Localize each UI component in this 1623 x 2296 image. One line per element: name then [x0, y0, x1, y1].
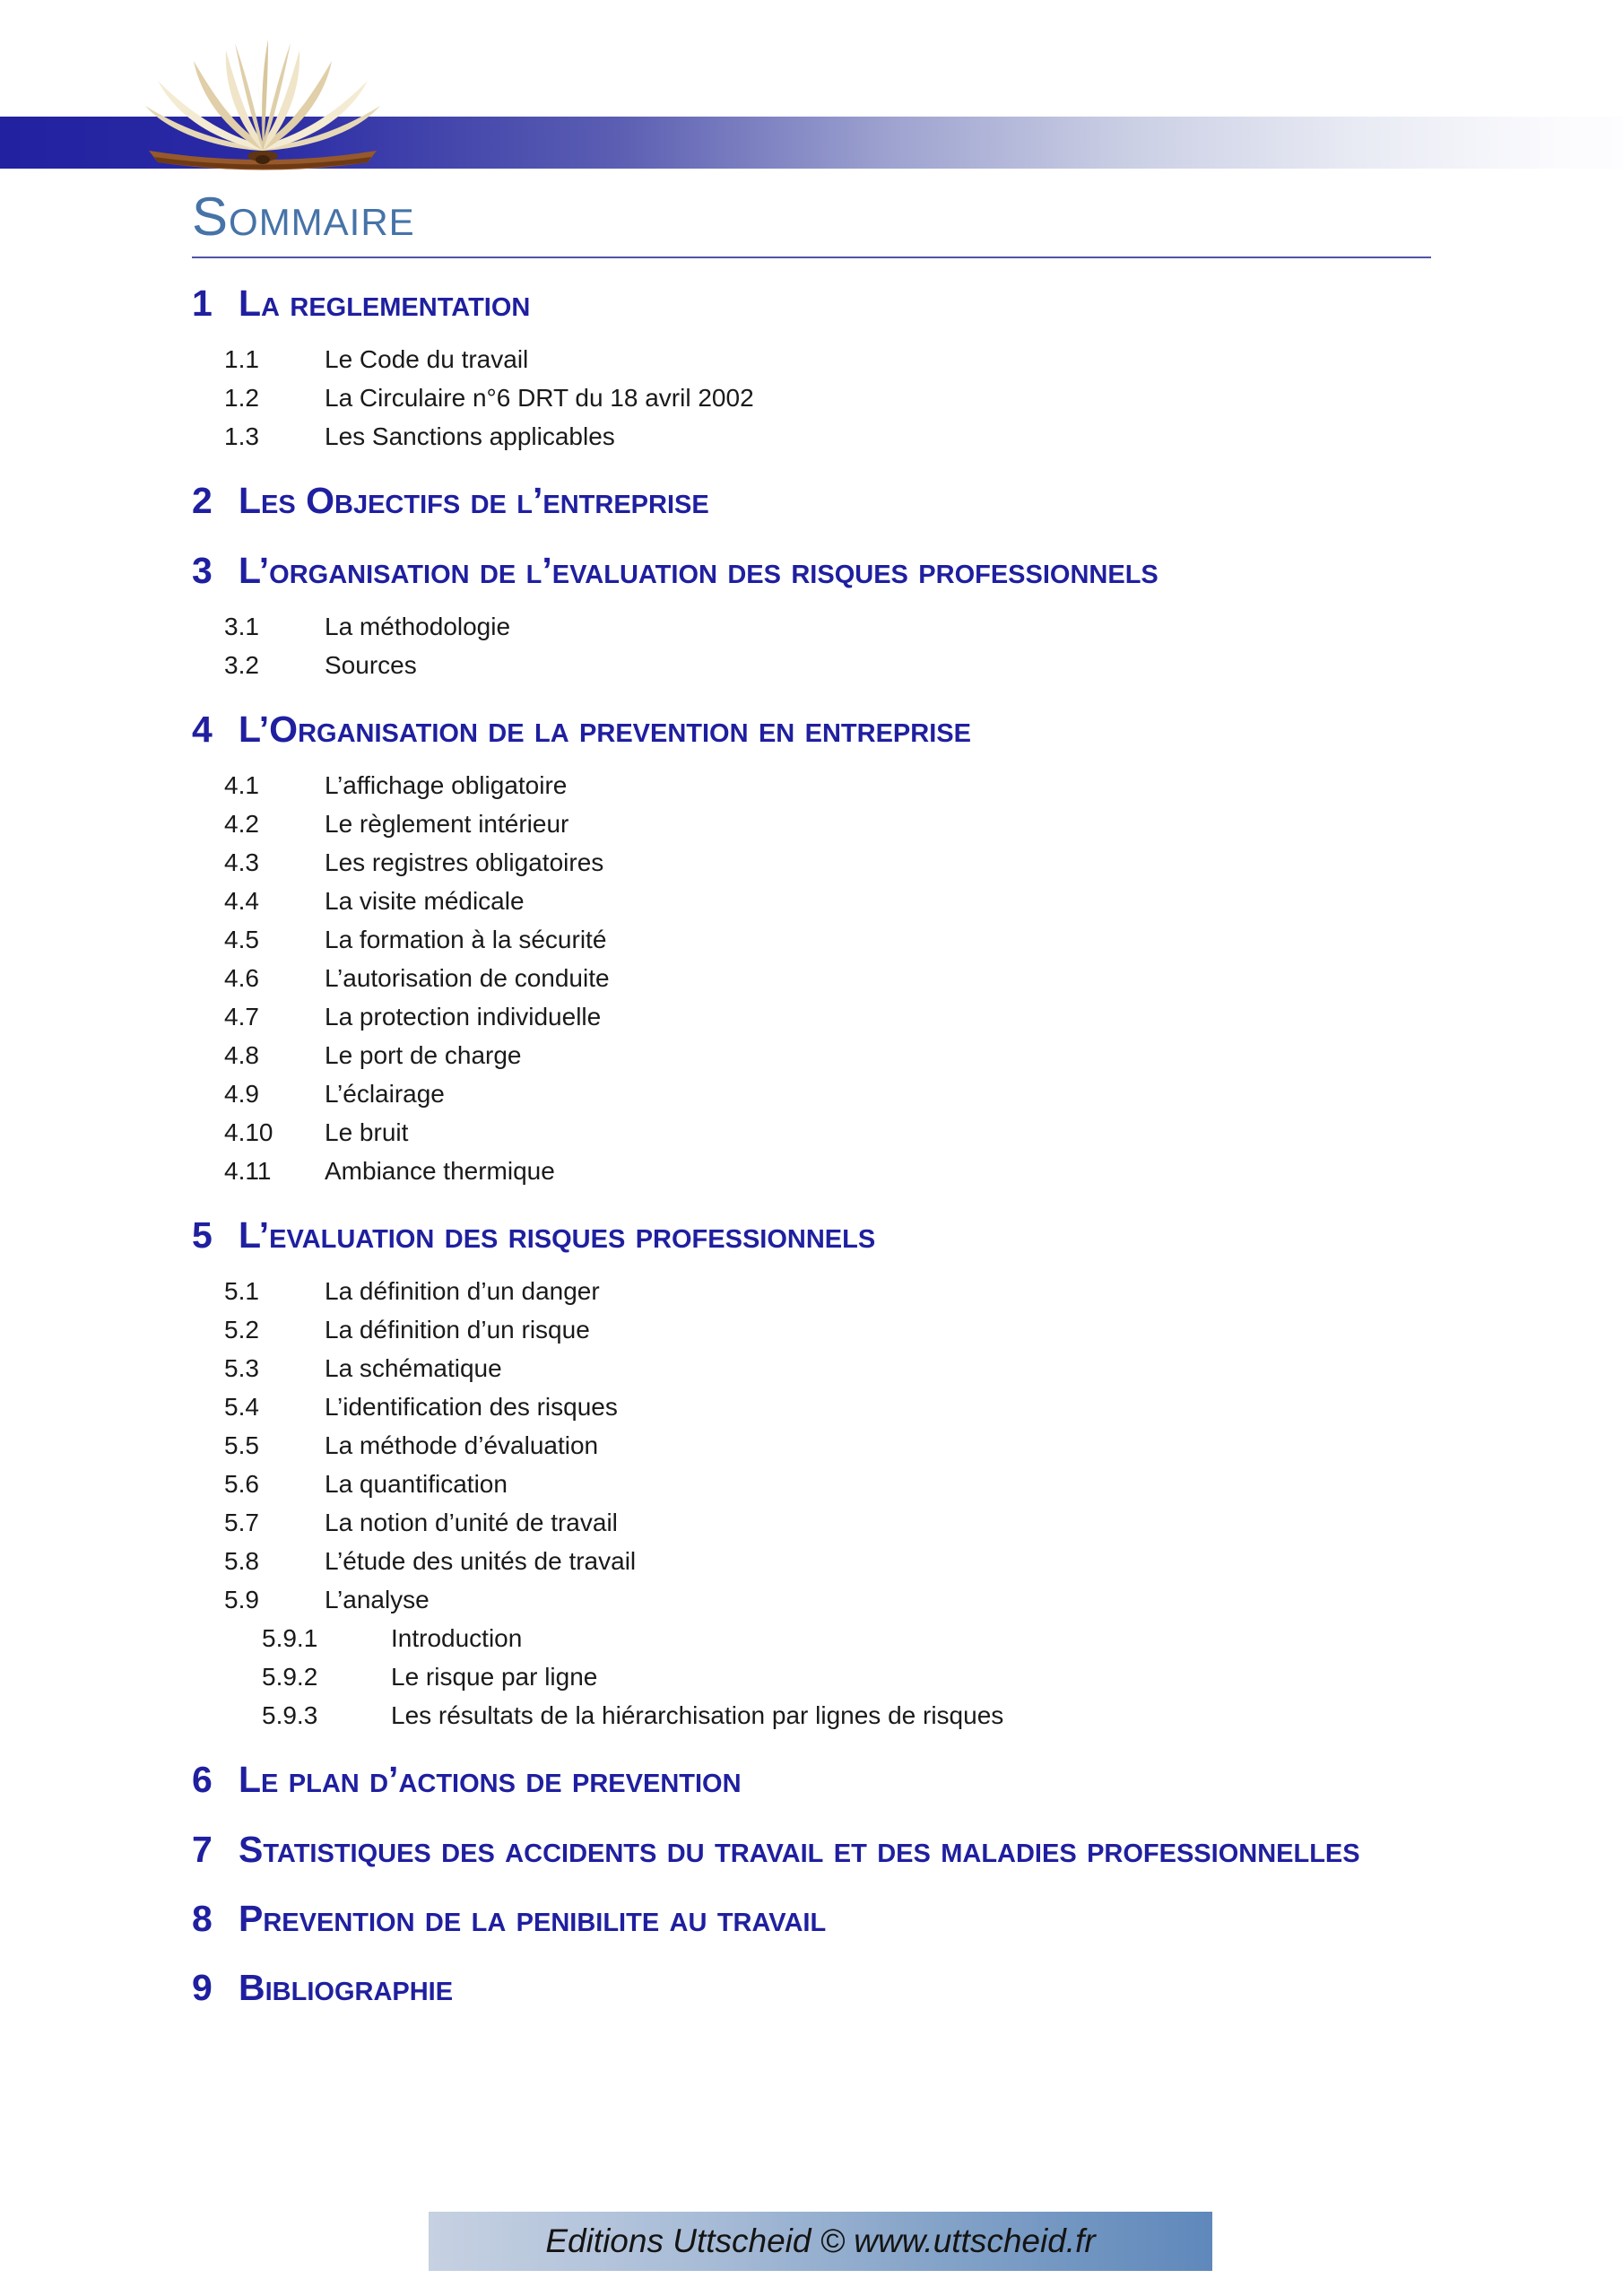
- toc-entry-label: Le bruit: [325, 1118, 409, 1147]
- toc-entry-label: Le règlement intérieur: [325, 810, 569, 839]
- toc-entry-number: 1.3: [224, 422, 259, 451]
- toc-section-heading: [192, 477, 1440, 525]
- toc-entry: [192, 1349, 1440, 1387]
- toc-entry: [192, 997, 1440, 1036]
- toc-entry-number: 5: [192, 1214, 213, 1257]
- toc-entry-label: Le plan d’actions de prevention: [239, 1759, 742, 1801]
- page-title: Sommaire: [192, 187, 415, 247]
- toc-entry: [192, 1542, 1440, 1580]
- toc-entry: [192, 1074, 1440, 1113]
- toc-entry-number: 5.9.3: [262, 1701, 318, 1730]
- toc-entry: [192, 1272, 1440, 1310]
- toc-entry: [192, 882, 1440, 920]
- toc-entry: [192, 1426, 1440, 1465]
- toc-entry-label: L’Organisation de la prevention en entreprise: [239, 708, 971, 750]
- toc-entry-label: Les Sanctions applicables: [325, 422, 615, 451]
- toc-entry: [192, 804, 1440, 843]
- toc-entry-label: La protection individuelle: [325, 1003, 602, 1031]
- toc-entry-number: 4: [192, 708, 213, 750]
- toc-section-heading: [192, 280, 1440, 327]
- toc-entry-number: 5.6: [224, 1470, 259, 1499]
- toc-entry-number: 5.9.2: [262, 1663, 318, 1692]
- toc-entry-number: 5.7: [224, 1509, 259, 1537]
- open-book-icon: [136, 39, 389, 172]
- toc-entry-label: L’organisation de l’evaluation des risques professionnels: [239, 549, 1159, 591]
- toc-entry: [192, 1036, 1440, 1074]
- toc-entry-number: 4.10: [224, 1118, 273, 1147]
- toc-entry: [192, 766, 1440, 804]
- toc-entry-label: La schématique: [325, 1354, 502, 1383]
- toc-section-heading: [192, 547, 1440, 595]
- toc-entry-label: Les résultats de la hiérarchisation par lignes de risques: [391, 1701, 1004, 1730]
- toc-entry: [192, 1113, 1440, 1152]
- toc-content: [192, 187, 1440, 2025]
- toc-entry-number: 1.1: [224, 345, 259, 374]
- toc-entry: [192, 1387, 1440, 1426]
- toc-entry-number: 5.2: [224, 1316, 259, 1344]
- toc-section-heading: [192, 1964, 1440, 2012]
- toc-entry-label: Introduction: [391, 1624, 523, 1653]
- toc-entry: [192, 378, 1440, 417]
- toc-entry-number: 5.5: [224, 1431, 259, 1460]
- toc-entry: [192, 340, 1440, 378]
- toc-entry-label: L’evaluation des risques professionnels: [239, 1214, 876, 1257]
- toc-entry-label: La visite médicale: [325, 887, 525, 916]
- toc-entry-number: 4.3: [224, 848, 259, 877]
- toc-entry-number: 4.9: [224, 1080, 259, 1109]
- toc-entry-number: 3.2: [224, 650, 259, 679]
- toc: [192, 280, 1440, 2013]
- footer-text: Editions Uttscheid © www.uttscheid.fr: [545, 2222, 1096, 2259]
- toc-entry-number: 5.9.1: [262, 1624, 318, 1653]
- toc-entry-label: La notion d’unité de travail: [325, 1509, 618, 1537]
- toc-entry-number: 4.11: [224, 1157, 272, 1186]
- toc-entry-label: L’étude des unités de travail: [325, 1547, 637, 1576]
- toc-entry-number: 3.1: [224, 612, 259, 640]
- toc-entry: [192, 646, 1440, 684]
- toc-entry: [192, 1503, 1440, 1542]
- toc-entry: [192, 417, 1440, 456]
- toc-entry-label: La méthode d’évaluation: [325, 1431, 599, 1460]
- footer-gradient-bar: [429, 2212, 1212, 2271]
- toc-entry: [192, 959, 1440, 997]
- toc-entry-number: 4.8: [224, 1041, 259, 1070]
- toc-entry-label: La méthodologie: [325, 612, 511, 640]
- toc-entry-number: 4.4: [224, 887, 259, 916]
- toc-entry-label: La Circulaire n°6 DRT du 18 avril 2002: [325, 384, 754, 413]
- toc-entry: [192, 1465, 1440, 1503]
- toc-entry-label: La quantification: [325, 1470, 508, 1499]
- toc-entry-number: 5.8: [224, 1547, 259, 1576]
- toc-entry-label: La définition d’un risque: [325, 1316, 590, 1344]
- toc-entry-label: L’affichage obligatoire: [325, 771, 568, 800]
- toc-entry-label: L’éclairage: [325, 1080, 445, 1109]
- toc-entry-number: 4.6: [224, 964, 259, 993]
- toc-entry-label: Sources: [325, 650, 417, 679]
- toc-section-heading: [192, 1826, 1440, 1874]
- toc-entry-number: 5.3: [224, 1354, 259, 1383]
- toc-section-heading: [192, 706, 1440, 753]
- toc-entry: [192, 1152, 1440, 1190]
- toc-section-heading: [192, 1756, 1440, 1804]
- toc-entry-label: Bibliographie: [239, 1967, 454, 2009]
- toc-entry-number: 5.9: [224, 1586, 259, 1614]
- toc-entry: [192, 1696, 1440, 1735]
- toc-entry-label: Les registres obligatoires: [325, 848, 604, 877]
- toc-entry-label: La reglementation: [239, 283, 531, 324]
- title-rule: [192, 257, 1431, 258]
- toc-entry: [192, 1310, 1440, 1349]
- toc-entry-number: 5.4: [224, 1393, 259, 1422]
- toc-entry: [192, 1619, 1440, 1657]
- toc-entry-number: 9: [192, 1967, 213, 2009]
- toc-entry-number: 4.2: [224, 810, 259, 839]
- toc-entry-label: L’identification des risques: [325, 1393, 618, 1422]
- toc-entry-label: La formation à la sécurité: [325, 926, 607, 954]
- toc-entry-label: Les Objectifs de l’entreprise: [239, 480, 709, 522]
- toc-entry-label: La définition d’un danger: [325, 1277, 600, 1306]
- toc-entry: [192, 607, 1440, 646]
- toc-entry-number: 6: [192, 1759, 213, 1801]
- toc-entry-number: 8: [192, 1898, 213, 1940]
- toc-entry-label: L’autorisation de conduite: [325, 964, 610, 993]
- toc-entry-number: 5.1: [224, 1277, 259, 1306]
- toc-entry-label: Statistiques des accidents du travail et des maladies professionnelles: [239, 1828, 1360, 1870]
- toc-entry: [192, 843, 1440, 882]
- toc-entry-number: 4.1: [224, 771, 259, 800]
- toc-entry-number: 4.5: [224, 926, 259, 954]
- toc-entry-number: 2: [192, 480, 213, 522]
- toc-entry-number: 7: [192, 1828, 213, 1870]
- toc-entry-number: 4.7: [224, 1003, 259, 1031]
- toc-entry: [192, 1580, 1440, 1619]
- toc-entry-label: Ambiance thermique: [325, 1157, 555, 1186]
- toc-entry-label: Le Code du travail: [325, 345, 529, 374]
- toc-entry-label: Prevention de la penibilite au travail: [239, 1898, 827, 1940]
- toc-entry-label: L’analyse: [325, 1586, 430, 1614]
- toc-entry: [192, 920, 1440, 959]
- toc-entry-label: Le risque par ligne: [391, 1663, 598, 1692]
- toc-entry: [192, 1657, 1440, 1696]
- toc-entry-number: 1: [192, 283, 213, 324]
- toc-entry-label: Le port de charge: [325, 1041, 522, 1070]
- toc-section-heading: [192, 1212, 1440, 1259]
- toc-entry-number: 1.2: [224, 384, 259, 413]
- toc-entry-number: 3: [192, 549, 213, 591]
- toc-section-heading: [192, 1895, 1440, 1943]
